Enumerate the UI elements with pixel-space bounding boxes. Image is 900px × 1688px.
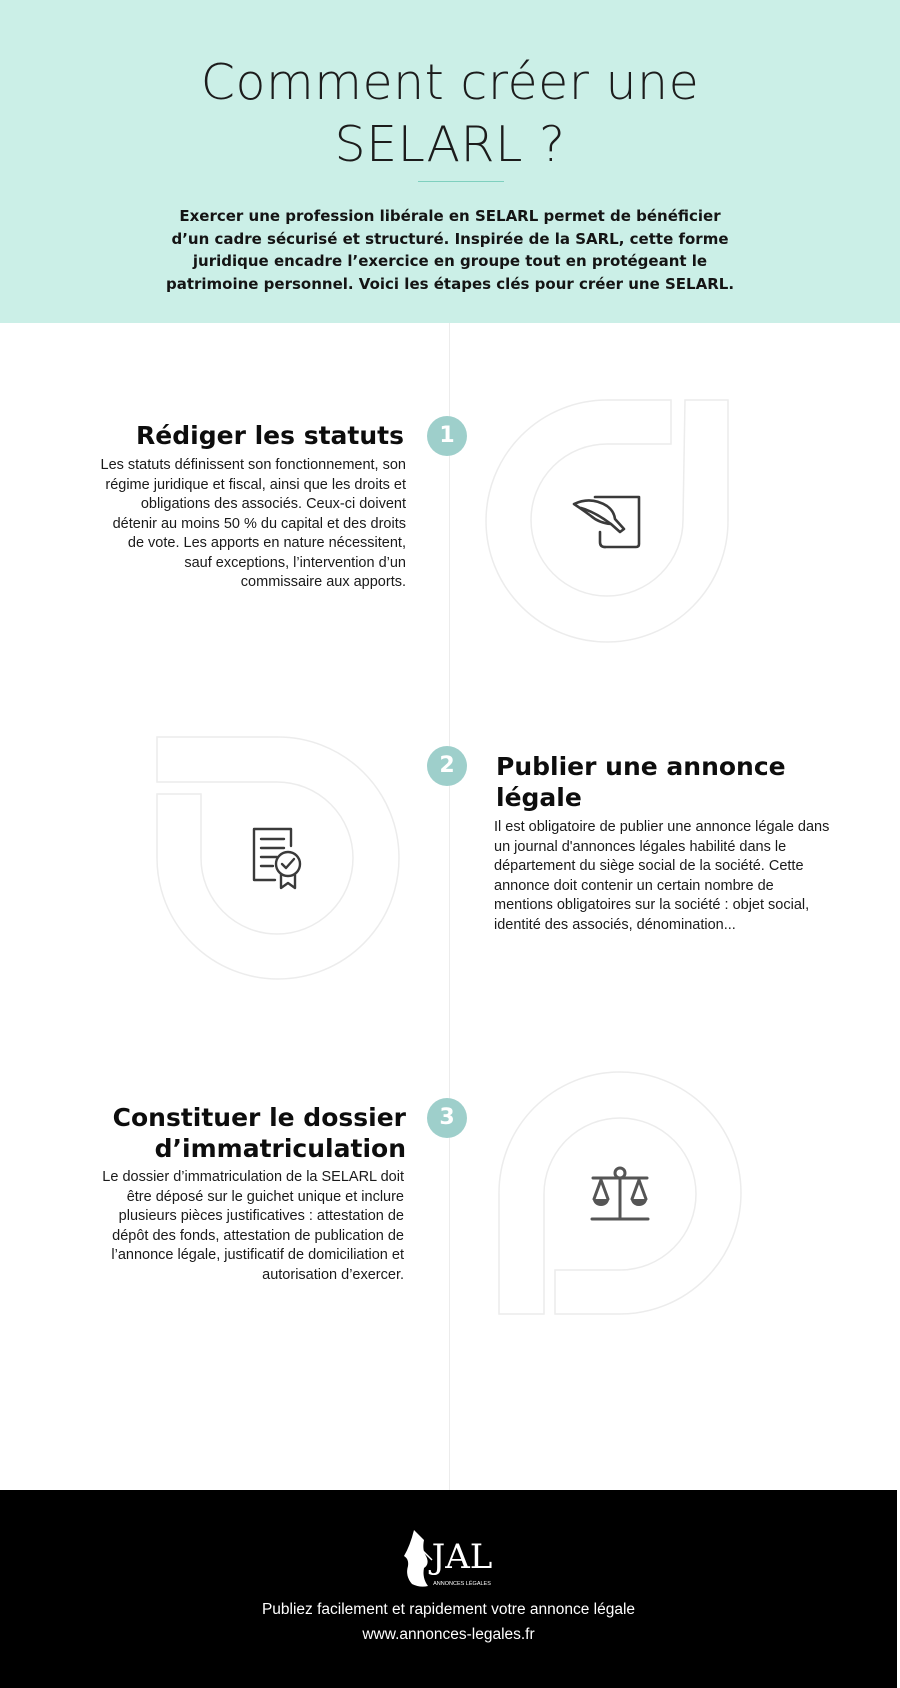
step-2-title: Publier une annonce légale xyxy=(496,752,786,812)
step-3-title-line2: d’immatriculation xyxy=(154,1134,406,1163)
page-title-line1: Comment créer une xyxy=(200,54,700,111)
step-3-title xyxy=(100,1102,406,1164)
page-title xyxy=(0,52,900,176)
title-divider xyxy=(418,181,504,182)
step-1-number: 1 xyxy=(427,416,467,456)
timeline-line xyxy=(449,323,450,1490)
jal-logo[interactable] xyxy=(400,1526,496,1590)
quill-document-icon xyxy=(571,492,643,550)
step-3-number: 3 xyxy=(427,1098,467,1138)
certificate-icon xyxy=(251,826,305,890)
logo-subtext: ANNONCES LÉGALES xyxy=(433,1581,491,1587)
lady-justice-icon xyxy=(404,1530,432,1587)
page-title-line2: SELARL ? xyxy=(334,116,566,173)
step-2-number: 2 xyxy=(427,746,467,786)
footer-url-link[interactable]: www.annonces-legales.fr xyxy=(362,1626,535,1643)
logo-text: JAL xyxy=(431,1537,493,1577)
step-1-text: Les statuts définissent son fonctionnement, son régime juridique et fiscal, ainsi que les droits et obligations des associés. Ceux-ci doivent détenir au moins 50 % du capital et des droits de vote. Les apports en nature nécessitent, sauf exceptions, l’intervention d’un commissaire aux apports. xyxy=(100,457,406,590)
footer-tagline: Publiez facilement et rapidement votre annonce légale xyxy=(261,1601,636,1618)
intro-text: Exercer une profession libérale en SELARL permet de bénéficier d’un cadre sécurisé et structuré. Inspirée de la SARL, cette forme juridique encadre l’exercice en groupe tout en protégeant le patrimoine personnel. Voici les étapes clés pour créer une SELARL. xyxy=(165,207,735,293)
step-3-title-line1: Constituer le dossier xyxy=(112,1103,406,1132)
scales-icon xyxy=(590,1166,650,1222)
step-1-title: Rédiger les statuts xyxy=(136,421,404,450)
step-3-text: Le dossier d’immatriculation de la SELARL doit être déposé sur le guichet unique et inclure plusieurs pièces justificatives : attestation de dépôt des fonds, attestation de publication de l’annonce légale, justificatif de domiciliation et autorisation d’exercer. xyxy=(102,1169,404,1283)
step-2-text: Il est obligatoire de publier une annonce légale dans un journal d'annonces légales habilité dans le département du siège social de la société. Cette annonce doit contenir un certain nombre de mentions obligatoires sur la société : objet social, identité des associés, dénomination... xyxy=(494,819,830,933)
